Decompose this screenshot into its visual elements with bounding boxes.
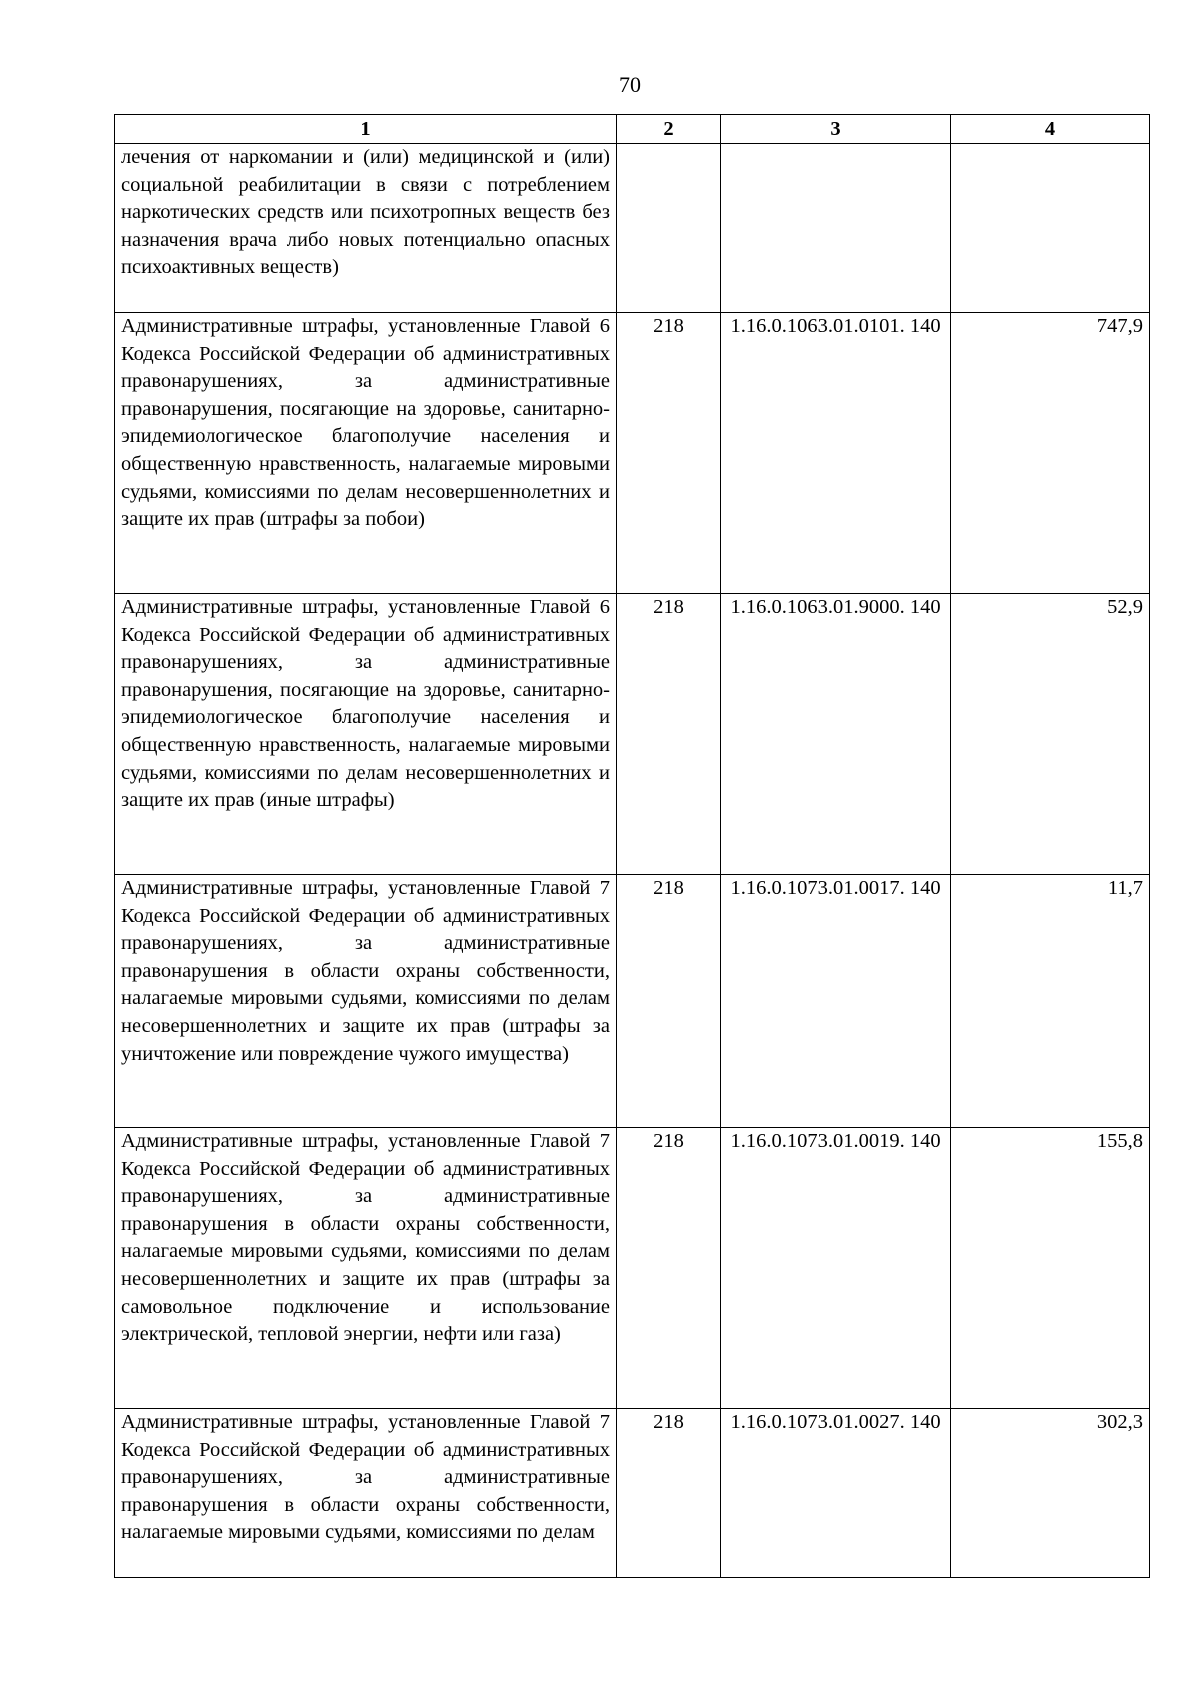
row-description: Административные штрафы, установленные Главой 6 Кодекса Российской Федерации об административных правонарушениях, за административные правонарушения, посягающие на здоровье, санитарно-эпидемиологическое благополучие населения и общественную нравственность, налагаемые мировыми судьями, комиссиями по делам несовершеннолетних и защите их прав (иные штрафы) [115, 594, 617, 875]
table-row [115, 144, 1150, 313]
row-description: Административные штрафы, установленные Главой 6 Кодекса Российской Федерации об административных правонарушениях, за административные правонарушения, посягающие на здоровье, санитарно-эпидемиологическое благополучие населения и общественную нравственность, налагаемые мировыми судьями, комиссиями по делам несовершеннолетних и защите их прав (штрафы за побои) [115, 313, 617, 594]
row-kbk-code: 1.16.0.1063.01.0101. 140 [721, 313, 951, 594]
row-kbk-code: 1.16.0.1073.01.0017. 140 [721, 875, 951, 1128]
row-amount: 155,8 [951, 1128, 1150, 1409]
row-admin-code: 218 [617, 594, 721, 875]
row-description: лечения от наркомании и (или) медицинской и (или) социальной реабилитации в связи с потреблением наркотических средств или психотропных веществ без назначения врача либо новых потенциально опасных психоактивных веществ) [115, 144, 617, 313]
row-kbk-code: 1.16.0.1073.01.0027. 140 [721, 1409, 951, 1578]
row-admin-code: 218 [617, 1128, 721, 1409]
table-row [115, 1409, 1150, 1578]
column-header-4: 4 [951, 115, 1150, 144]
column-header-3: 3 [721, 115, 951, 144]
row-description: Административные штрафы, установленные Главой 7 Кодекса Российской Федерации об административных правонарушениях, за административные правонарушения в области охраны собственности, налагаемые мировыми судьями, комиссиями по делам несовершеннолетних и защите их прав (штрафы за уничтожение или повреждение чужого имущества) [115, 875, 617, 1128]
row-description: Административные штрафы, установленные Главой 7 Кодекса Российской Федерации об административных правонарушениях, за административные правонарушения в области охраны собственности, налагаемые мировыми судьями, комиссиями по делам [115, 1409, 617, 1578]
budget-table [114, 114, 1150, 1578]
row-admin-code: 218 [617, 875, 721, 1128]
row-admin-code: 218 [617, 313, 721, 594]
row-description: Административные штрафы, установленные Главой 7 Кодекса Российской Федерации об административных правонарушениях, за административные правонарушения в области охраны собственности, налагаемые мировыми судьями, комиссиями по делам несовершеннолетних и защите их прав (штрафы за самовольное подключение и использование электрической, тепловой энергии, нефти или газа) [115, 1128, 617, 1409]
row-kbk-code [721, 144, 951, 313]
row-amount: 747,9 [951, 313, 1150, 594]
row-admin-code: 218 [617, 1409, 721, 1578]
page-number: 70 [619, 72, 641, 97]
row-amount: 302,3 [951, 1409, 1150, 1578]
row-amount: 52,9 [951, 594, 1150, 875]
table-row [115, 594, 1150, 875]
table-row [115, 1128, 1150, 1409]
row-kbk-code: 1.16.0.1063.01.9000. 140 [721, 594, 951, 875]
row-kbk-code: 1.16.0.1073.01.0019. 140 [721, 1128, 951, 1409]
row-admin-code [617, 144, 721, 313]
table-row [115, 875, 1150, 1128]
table-row [115, 313, 1150, 594]
row-amount: 11,7 [951, 875, 1150, 1128]
column-header-1: 1 [115, 115, 617, 144]
row-amount [951, 144, 1150, 313]
column-header-2: 2 [617, 115, 721, 144]
table-header-row [115, 115, 1150, 144]
